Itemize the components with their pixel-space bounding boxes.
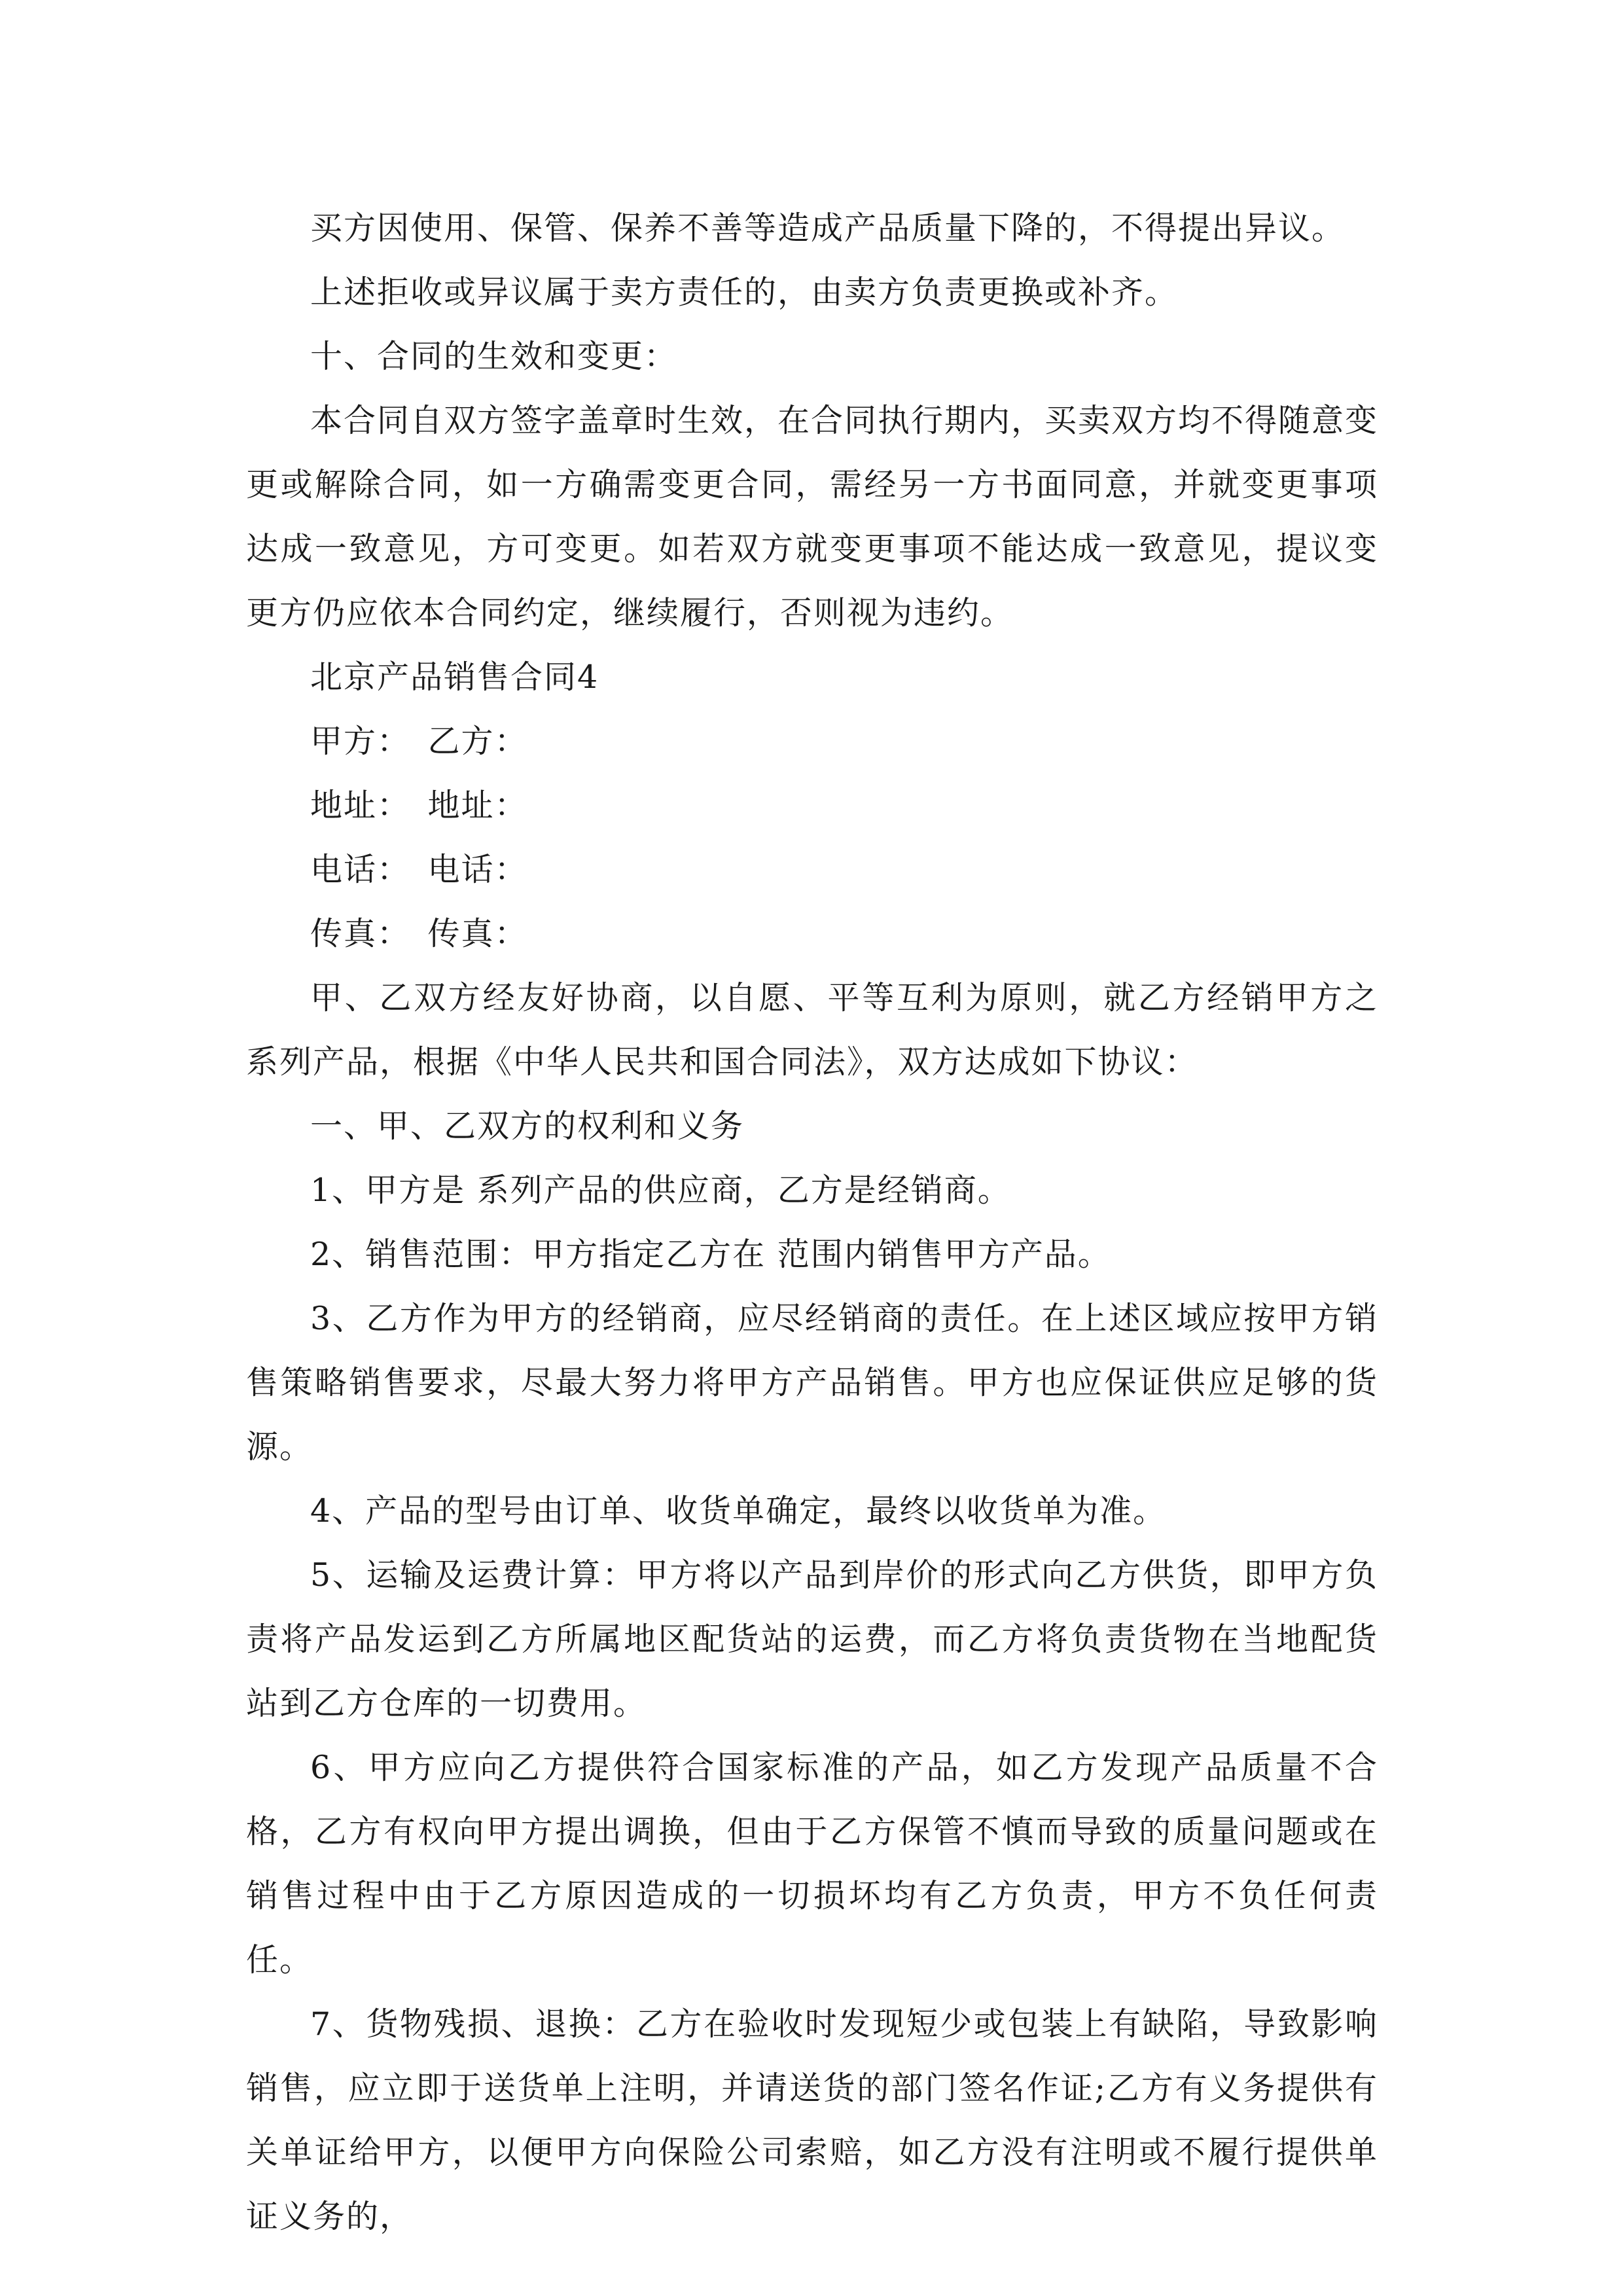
party-line: 甲方： 乙方： (310, 723, 528, 760)
paragraph-buyer-objection: 买方因使用、保管、保养不善等造成产品质量下降的，不得提出异议。 (310, 209, 1346, 247)
contract-title: 北京产品销售合同4 (310, 658, 599, 696)
section-heading-effect-change: 十、合同的生效和变更： (310, 338, 678, 375)
clause-4: 4、产品的型号由订单、收货单确定，最终以收货单为准。 (310, 1492, 1167, 1530)
clause-2: 2、销售范围：甲方指定乙方在 范围内销售甲方产品。 (310, 1236, 1111, 1273)
paragraph-contract-effect: 本合同自双方签字盖章时生效，在合同执行期内，买卖双方均不得随意变更或解除合同，如一方确需变更合同，需经另一方书面同意，并就变更事项达成一致意见，方可变更。如若双方就变更事项不能达成一致意见，提议变更方仍应依本合同约定，继续履行，否则视为违约。 (246, 402, 1379, 632)
clause-3: 3、乙方作为甲方的经销商，应尽经销商的责任。在上述区域应按甲方销售策略销售要求，尽最大努力将甲方产品销售。甲方也应保证供应足够的货源。 (246, 1300, 1378, 1465)
clause-6: 6、甲方应向乙方提供符合国家标准的产品，如乙方发现产品质量不合格，乙方有权向甲方提出调换，但由于乙方保管不慎而导致的质量问题或在销售过程中由于乙方原因造成的一切损坏均有乙方负责，甲方不负任何责任。 (246, 1749, 1378, 1979)
address-line: 地址： 地址： (310, 787, 528, 824)
phone-line: 电话： 电话： (310, 851, 528, 888)
paragraph-agreement-intro: 甲、乙双方经友好协商，以自愿、平等互利为原则，就乙方经销甲方之 系列产品，根据《中华人民共和国合同法》，双方达成如下协议： (246, 979, 1378, 1081)
fax-line: 传真： 传真： (310, 915, 528, 952)
clause-7: 7、货物残损、退换：乙方在验收时发现短少或包装上有缺陷，导致影响销售，应立即于送货单上注明，并请送货的部门签名作证;乙方有义务提供有关单证给甲方，以便甲方向保险公司索赔，如乙方没有注明或不履行提供单证义务的， (246, 2005, 1378, 2235)
document-body (246, 196, 1378, 2249)
section-heading-rights-obligations: 一、甲、乙双方的权利和义务 (310, 1107, 745, 1145)
clause-5: 5、运输及运费计算：甲方将以产品到岸价的形式向乙方供货，即甲方负责将产品发运到乙方所属地区配货站的运费，而乙方将负责货物在当地配货站到乙方仓库的一切费用。 (246, 1556, 1378, 1722)
clause-1: 1、甲方是 系列产品的供应商，乙方是经销商。 (310, 1172, 1011, 1209)
paragraph-seller-replacement: 上述拒收或异议属于卖方责任的，由卖方负责更换或补齐。 (310, 274, 1179, 311)
